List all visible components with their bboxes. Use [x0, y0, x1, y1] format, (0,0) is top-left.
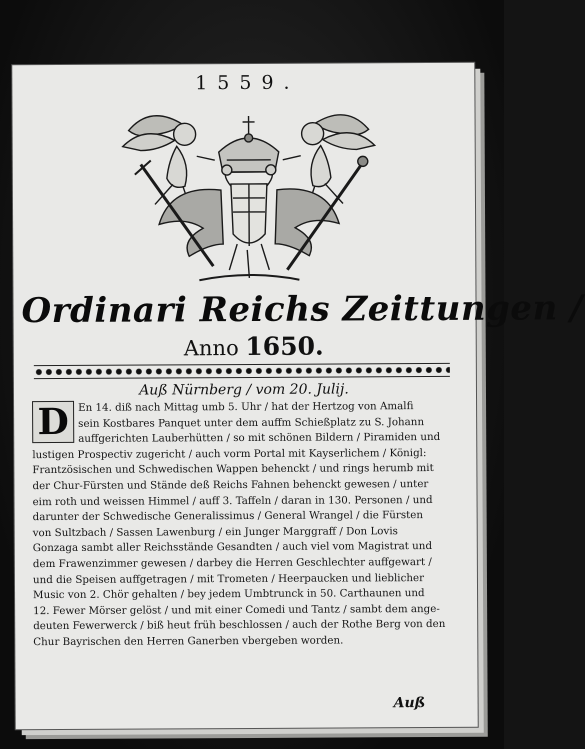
- body-line: auffgerichten Lauberhütten / so mit schönen Bildern / Piramiden und: [78, 431, 441, 446]
- body-line: 12. Fewer Mörser gelöst / und mit einer Comedi und Tantz / sambt dem ange-: [33, 602, 440, 617]
- body-line: lustigen Prospectiv zugericht / auch vorm Portal mit Kayserlichem / Königl:: [32, 446, 427, 461]
- drop-capital: D: [32, 401, 74, 443]
- imperial-crest-engraving: [110, 93, 387, 294]
- newspaper-page: [12, 63, 584, 729]
- body-line: Music von 2. Chör gehalten / bey jedem Umbtrunck in 50. Carthaunen und: [33, 587, 425, 602]
- catchword: Auß: [393, 695, 426, 712]
- anno-year: 1650.: [245, 331, 324, 361]
- body-line: von Sultzbach / Sassen Lawenburg / ein Junger Marggraff / Don Lovis: [32, 524, 398, 539]
- body-line: der Chur-Fürsten und Stände deß Reichs Fahnen behenckt gewesen / unter: [32, 478, 429, 493]
- body-line: eim roth und weissen Himmel / auff 3. Taffeln / daran in 130. Personen / und: [32, 493, 433, 508]
- body-line: En 14. diß nach Mittag umb 5. Uhr / hat der Hertzog von Amalfi: [78, 400, 414, 414]
- ornamental-divider: [34, 363, 450, 379]
- body-line: Chur Bayrischen den Herren Ganerben vbergeben worden.: [33, 634, 344, 649]
- page-number: 1559.: [195, 71, 300, 95]
- body-line: sein Kostbares Panquet unter dem auffm Schießplatz zu S. Johann: [78, 415, 425, 430]
- anno-label: Anno: [183, 336, 239, 361]
- newspaper-masthead: Ordinari Reichs Zeittungen /: [21, 288, 584, 332]
- body-line: Frantzösischen und Schwedischen Wappen behenckt / und rings herumb mit: [32, 462, 434, 477]
- issue-year: [164, 331, 344, 361]
- body-line: und die Speisen auffgetragen / mit Trometen / Heerpaucken und lieblicher: [32, 571, 425, 586]
- body-line: Gonzaga sambt aller Reichsstände Gesandten / auch viel vom Magistrat und: [32, 540, 433, 555]
- body-line: deuten Fewerwerck / biß heut früh beschlossen / auch der Rothe Berg von den: [33, 618, 446, 633]
- body-line: dem Frawenzimmer gewesen / darbey die Herren Geschlechter auffgewart /: [32, 555, 432, 571]
- article-body: [32, 399, 459, 651]
- body-line: darunter der Schwedische Generalissimus / General Wrangel / die Fürsten: [32, 509, 424, 524]
- dateline: Auß Nürnberg / vom 20. Julij.: [139, 381, 349, 399]
- imperial-crown: [219, 116, 279, 172]
